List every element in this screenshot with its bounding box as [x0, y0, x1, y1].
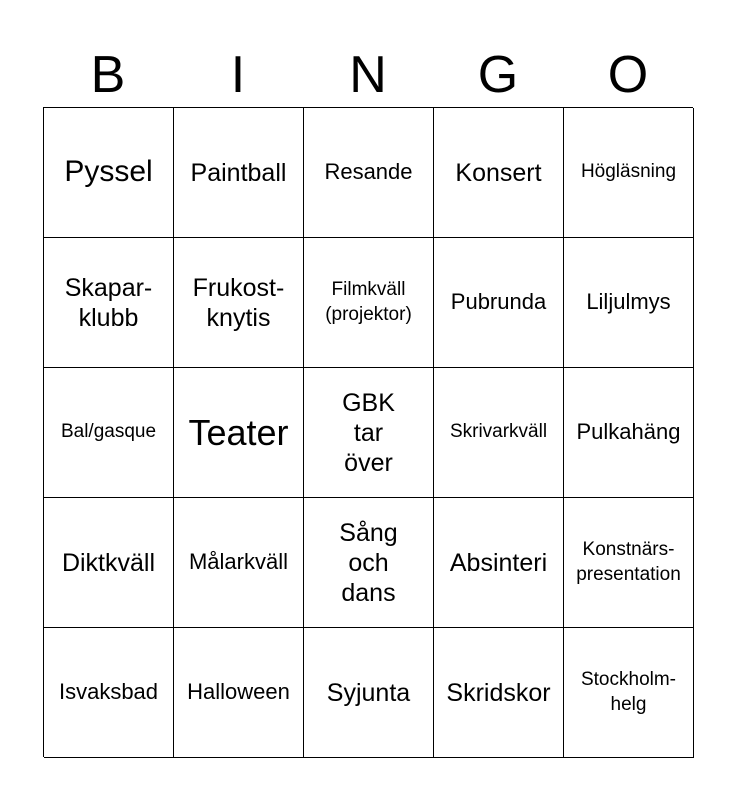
bingo-cell-r3c1[interactable]	[44, 368, 174, 498]
bingo-cell-r4c2[interactable]	[174, 498, 304, 628]
bingo-cell-r2c2[interactable]	[174, 238, 304, 368]
header-letter-o: O	[607, 46, 649, 104]
cell-label: Sång och dans	[339, 518, 398, 607]
bingo-cell-r2c1[interactable]	[44, 238, 174, 368]
bingo-cell-r2c3[interactable]	[304, 238, 434, 368]
header-letter-i: I	[230, 46, 246, 104]
bingo-cell-r1c1[interactable]	[44, 108, 174, 238]
bingo-cell-r3c4[interactable]	[434, 368, 564, 498]
bingo-cell-r3c3[interactable]	[304, 368, 434, 498]
cell-label: Konsert	[455, 158, 542, 187]
bingo-cell-r5c5[interactable]	[564, 628, 694, 758]
cell-label: Isvaksbad	[58, 679, 159, 705]
cell-label: Diktkväll	[61, 548, 156, 577]
cell-label: Paintball	[190, 158, 287, 187]
cell-label: Teater	[188, 411, 289, 453]
cell-label: GBK tar över	[342, 388, 395, 477]
cell-label: Resande	[324, 159, 413, 185]
bingo-cell-r4c1[interactable]	[44, 498, 174, 628]
bingo-cell-r4c5[interactable]	[564, 498, 694, 628]
cell-label: Pubrunda	[450, 289, 547, 315]
bingo-cell-r1c4[interactable]	[434, 108, 564, 238]
bingo-cell-r2c5[interactable]	[564, 238, 694, 368]
cell-label: Pyssel	[64, 155, 153, 189]
bingo-cell-r4c3[interactable]	[304, 498, 434, 628]
bingo-cell-r5c3[interactable]	[304, 628, 434, 758]
header-letter-n: N	[349, 46, 387, 104]
bingo-cell-r1c5[interactable]	[564, 108, 694, 238]
cell-label: Syjunta	[326, 678, 411, 707]
cell-label: Konstnärs- presentation	[576, 538, 681, 585]
bingo-cell-r3c2[interactable]	[174, 368, 304, 498]
bingo-cell-r1c3[interactable]	[304, 108, 434, 238]
bingo-cell-r5c2[interactable]	[174, 628, 304, 758]
cell-label: Absinteri	[449, 548, 548, 577]
cell-label: Liljulmys	[586, 289, 671, 315]
cell-label: Skapar- klubb	[64, 273, 153, 332]
bingo-cell-r1c2[interactable]	[174, 108, 304, 238]
bingo-header	[43, 44, 693, 106]
bingo-cell-r3c5[interactable]	[564, 368, 694, 498]
cell-label: Pulkahäng	[576, 419, 681, 445]
cell-label: Halloween	[187, 679, 290, 705]
cell-label: Skrivarkväll	[449, 421, 548, 443]
header-letter-g: G	[477, 46, 519, 104]
bingo-cell-r5c1[interactable]	[44, 628, 174, 758]
bingo-cell-r4c4[interactable]	[434, 498, 564, 628]
bingo-cell-r2c4[interactable]	[434, 238, 564, 368]
cell-label: Skridskor	[446, 678, 551, 707]
cell-label: Högläsning	[580, 161, 677, 183]
header-letter-b: B	[90, 46, 126, 104]
cell-label: Bal/gasque	[60, 421, 157, 443]
cell-label: Filmkväll (projektor)	[325, 278, 412, 325]
bingo-cell-r5c4[interactable]	[434, 628, 564, 758]
cell-label: Frukost- knytis	[192, 273, 285, 332]
bingo-grid	[43, 107, 693, 757]
cell-label: Stockholm- helg	[580, 668, 677, 715]
cell-label: Målarkväll	[188, 549, 289, 575]
